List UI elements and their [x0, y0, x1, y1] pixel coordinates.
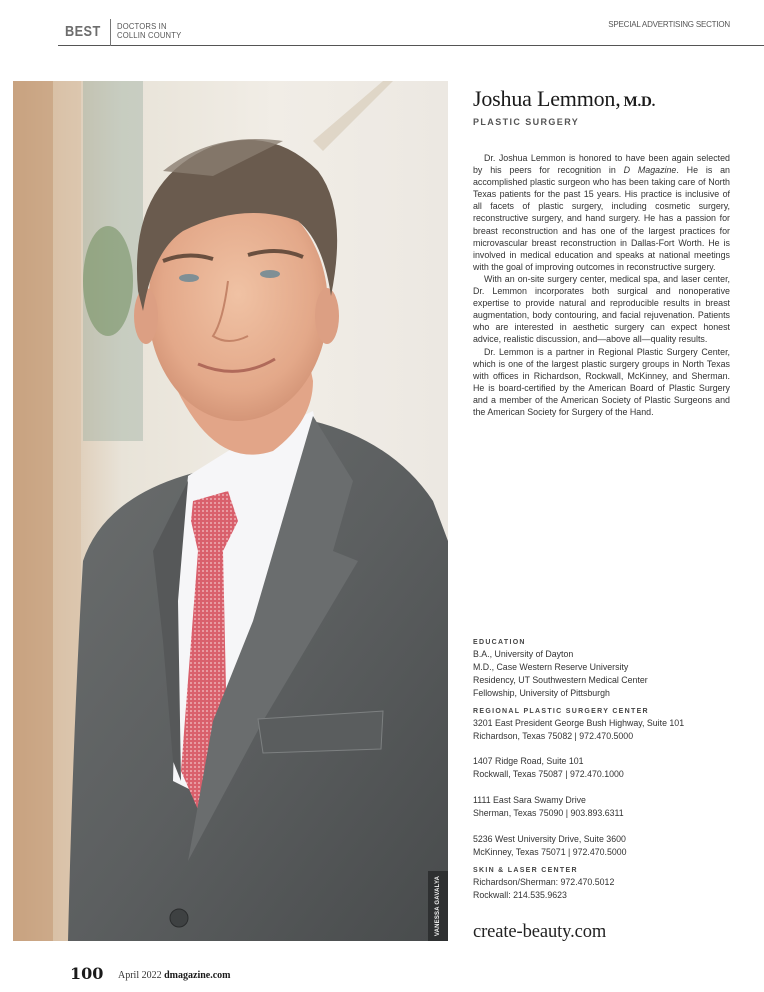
bio-p1-text-cont: . He is an accomplished plastic surgeon who has been taking care of North Texas patients for the past 15 years. His practice is inclusive of all facets of plastic surgery, including cosmetic surgery, reconstructive surgery, and hand surgery. He has a passion for breast reconstruction and has one of the largest practices for microvascular breast reconstruction in Dallas-Fort Worth. He is involved in medical education and speaks at national meetings with the goal of improving outcomes in reconstructive surgery. [473, 165, 730, 272]
section-title-line2: COLLIN COUNTY [117, 30, 182, 40]
bio-paragraph-1 [473, 152, 730, 273]
skin-laser-phone: Rockwall: 214.535.9623 [473, 889, 567, 900]
office-address [473, 794, 730, 820]
header-divider [110, 19, 111, 46]
bio-paragraph-2: With an on-site surgery center, medical spa, and laser center, Dr. Lemmon incorporates both surgical and nonoperative expertise to provide natural and reproducible results in breast augmentation, body contouring, and facial rejuvenation. Patients who are interested in aesthetic surgery can expect honest advice, realistic discussion, and—above all—quality results. [473, 273, 730, 345]
photo-credit-text: VANESSA GAVALYA [435, 875, 441, 937]
education-label: EDUCATION [473, 639, 526, 646]
office-city-phone: Sherman, Texas 75090 | 903.893.6311 [473, 808, 624, 819]
office-city-phone: Rockwall, Texas 75087 | 972.470.1000 [473, 769, 624, 780]
website-link[interactable]: create-beauty.com [473, 922, 607, 942]
education-item: Fellowship, University of Pittsburgh [473, 687, 610, 698]
office-city-phone: McKinney, Texas 75071 | 972.470.5000 [473, 846, 627, 857]
doctor-portrait-photo [13, 81, 448, 941]
office-address [473, 717, 730, 743]
magazine-name: D Magazine [623, 165, 677, 176]
education-item: M.D., Case Western Reserve University [473, 661, 629, 672]
doctor-specialty: PLASTIC SURGERY [473, 117, 580, 127]
section-title-line1: DOCTORS IN [117, 21, 167, 31]
doctor-bio [473, 152, 730, 418]
doctor-name [473, 86, 730, 115]
bio-p1-text: Dr. Joshua Lemmon is honored to have been again selected by his peers for recognition in [473, 153, 730, 176]
footer-site[interactable]: dmagazine.com [164, 970, 231, 981]
photo-credit [428, 873, 448, 939]
office-address [473, 755, 730, 781]
education-item: Residency, UT Southwestern Medical Center [473, 674, 648, 685]
office-street: 1407 Ridge Road, Suite 101 [473, 756, 584, 767]
education-list [473, 648, 730, 700]
office-address [473, 833, 730, 859]
section-title [117, 22, 181, 40]
doctor-credential: M.D. [623, 94, 656, 110]
office-city-phone: Richardson, Texas 75082 | 972.470.5000 [473, 730, 634, 741]
practice-label: REGIONAL PLASTIC SURGERY CENTER [473, 707, 649, 715]
office-street: 3201 East President George Bush Highway, Suite 101 [473, 717, 685, 728]
footer-issue [118, 970, 231, 981]
special-advertising-label: SPECIAL ADVERTISING SECTION [608, 20, 730, 29]
doctor-name-text: Joshua Lemmon, [473, 86, 621, 111]
best-logo: BEST [65, 23, 101, 40]
education-item: B.A., University of Dayton [473, 649, 574, 659]
office-street: 1111 East Sara Swamy Drive [473, 795, 586, 806]
skin-laser-phone: Richardson/Sherman: 972.470.5012 [473, 876, 615, 887]
skin-laser-label: SKIN & LASER CENTER [473, 866, 578, 874]
bio-paragraph-3: Dr. Lemmon is a partner in Regional Plastic Surgery Center, which is one of the largest plastic surgery groups in North Texas with offices in Richardson, Rockwall, McKinney, and Sherman. He is board-certified by the American Board of Plastic Surgery and a member of the American Society of Plastic Surgeons and the American Society for Surgery of the Hand. [473, 346, 730, 417]
page-header [58, 17, 764, 46]
page-number: 100 [70, 964, 104, 983]
contact-info [473, 637, 730, 902]
issue-date: April 2022 [118, 970, 162, 981]
office-street: 5236 West University Drive, Suite 3600 [473, 834, 626, 845]
profile-heading [473, 86, 730, 127]
